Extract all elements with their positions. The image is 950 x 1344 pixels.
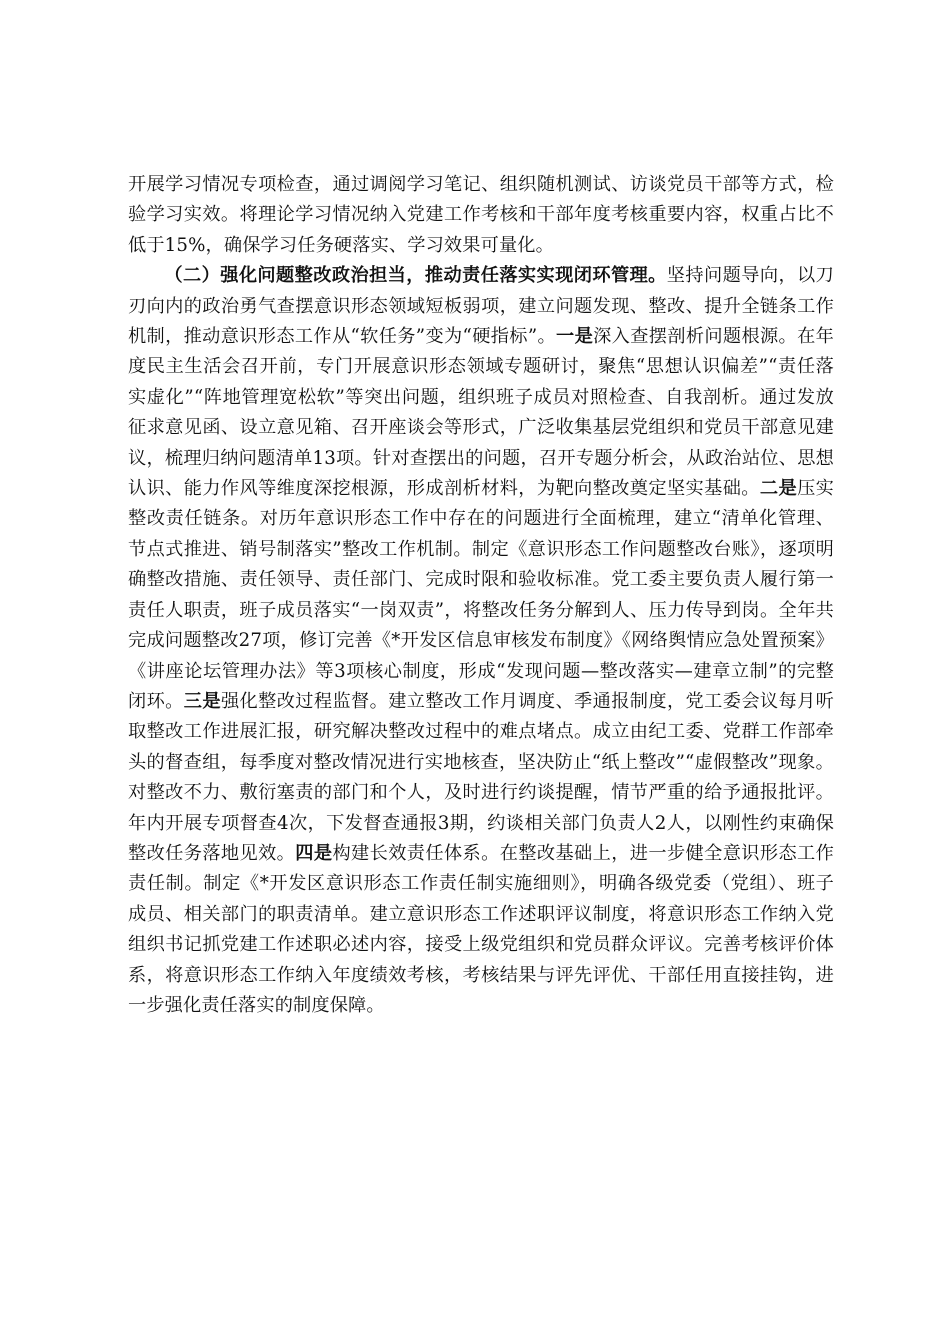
paragraph-1-text: 开展学习情况专项检查，通过调阅学习笔记、组织随机测试、访谈党员干部等方式，检验学习实效。将理论学习情况纳入党建工作考核和干部年度考核重要内容，权重占比不低于15%，确保学习任务硬落实、学习效果可量化。	[128, 174, 834, 256]
item-4-label: 四是	[295, 842, 333, 864]
item-3-text: 强化整改过程监督。建立整改工作月调度、季通报制度，党工委会议每月听取整改工作进展汇报，研究解决整改过程中的难点堵点。成立由纪工委、党群工作部牵头的督查组，每季度对整改情况进行实地核查，坚决防止“纸上整改”“虚假整改”现象。对整改不力、敷衍塞责的部门和个人，及时进行约谈提醒，情节严重的给予通报批评。年内开展专项督查4次，下发督查通报3期，约谈相关部门负责人2人，以刚性约束确保整改任务落地见效。	[128, 690, 834, 864]
document-page	[128, 170, 834, 1021]
item-1-label: 一是	[556, 326, 594, 348]
paragraph-section-two	[128, 261, 834, 1021]
item-3-label: 三是	[183, 690, 221, 712]
item-2-label: 二是	[759, 478, 798, 500]
section-intro: 坚持问题导向，以刀刃向内的政治勇气查摆意识形态领域短板弱项，建立问题发现、整改、提升全链条工作机制，推动意识形态工作从“软任务”变为“硬指标”。	[128, 265, 834, 348]
item-1-text: 深入查摆剖析问题根源。在年度民主生活会召开前，专门开展意识形态领域专题研讨，聚焦“思想认识偏差”“责任落实虚化”“阵地管理宽松软”等突出问题，组织班子成员对照检查、自我剖析。通过发放征求意见函、设立意见箱、召开座谈会等形式，广泛收集基层党组织和党员干部意见建议，梳理归纳问题清单13项。针对查摆出的问题，召开专题分析会，从政治站位、思想认识、能力作风等维度深挖根源，形成剖析材料，为靶向整改奠定坚实基础。	[128, 326, 834, 500]
item-4-text: 构建长效责任体系。在整改基础上，进一步健全意识形态工作责任制。制定《*开发区意识形态工作责任制实施细则》，明确各级党委（党组）、班子成员、相关部门的职责清单。建立意识形态工作述职评议制度，将意识形态工作纳入党组织书记抓党建工作述职必述内容，接受上级党组织和党员群众评议。完善考核评价体系，将意识形态工作纳入年度绩效考核，考核结果与评先评优、干部任用直接挂钩，进一步强化责任落实的制度保障。	[128, 842, 834, 1016]
section-heading: （二）强化问题整改政治担当，推动责任落实实现闭环管理。	[164, 265, 667, 287]
paragraph-continuation	[128, 170, 834, 261]
item-2-text: 压实整改责任链条。对历年意识形态工作中存在的问题进行全面梳理，建立“清单化管理、节点式推进、销号制落实”整改工作机制。制定《意识形态工作问题整改台账》，逐项明确整改措施、责任领导、责任部门、完成时限和验收标准。党工委主要负责人履行第一责任人职责，班子成员落实“一岗双责”，将整改任务分解到人、压力传导到岗。全年共完成问题整改27项，修订完善《*开发区信息审核发布制度》《网络舆情应急处置预案》《讲座论坛管理办法》等3项核心制度，形成“发现问题—整改落实—建章立制”的完整闭环。	[128, 478, 834, 712]
